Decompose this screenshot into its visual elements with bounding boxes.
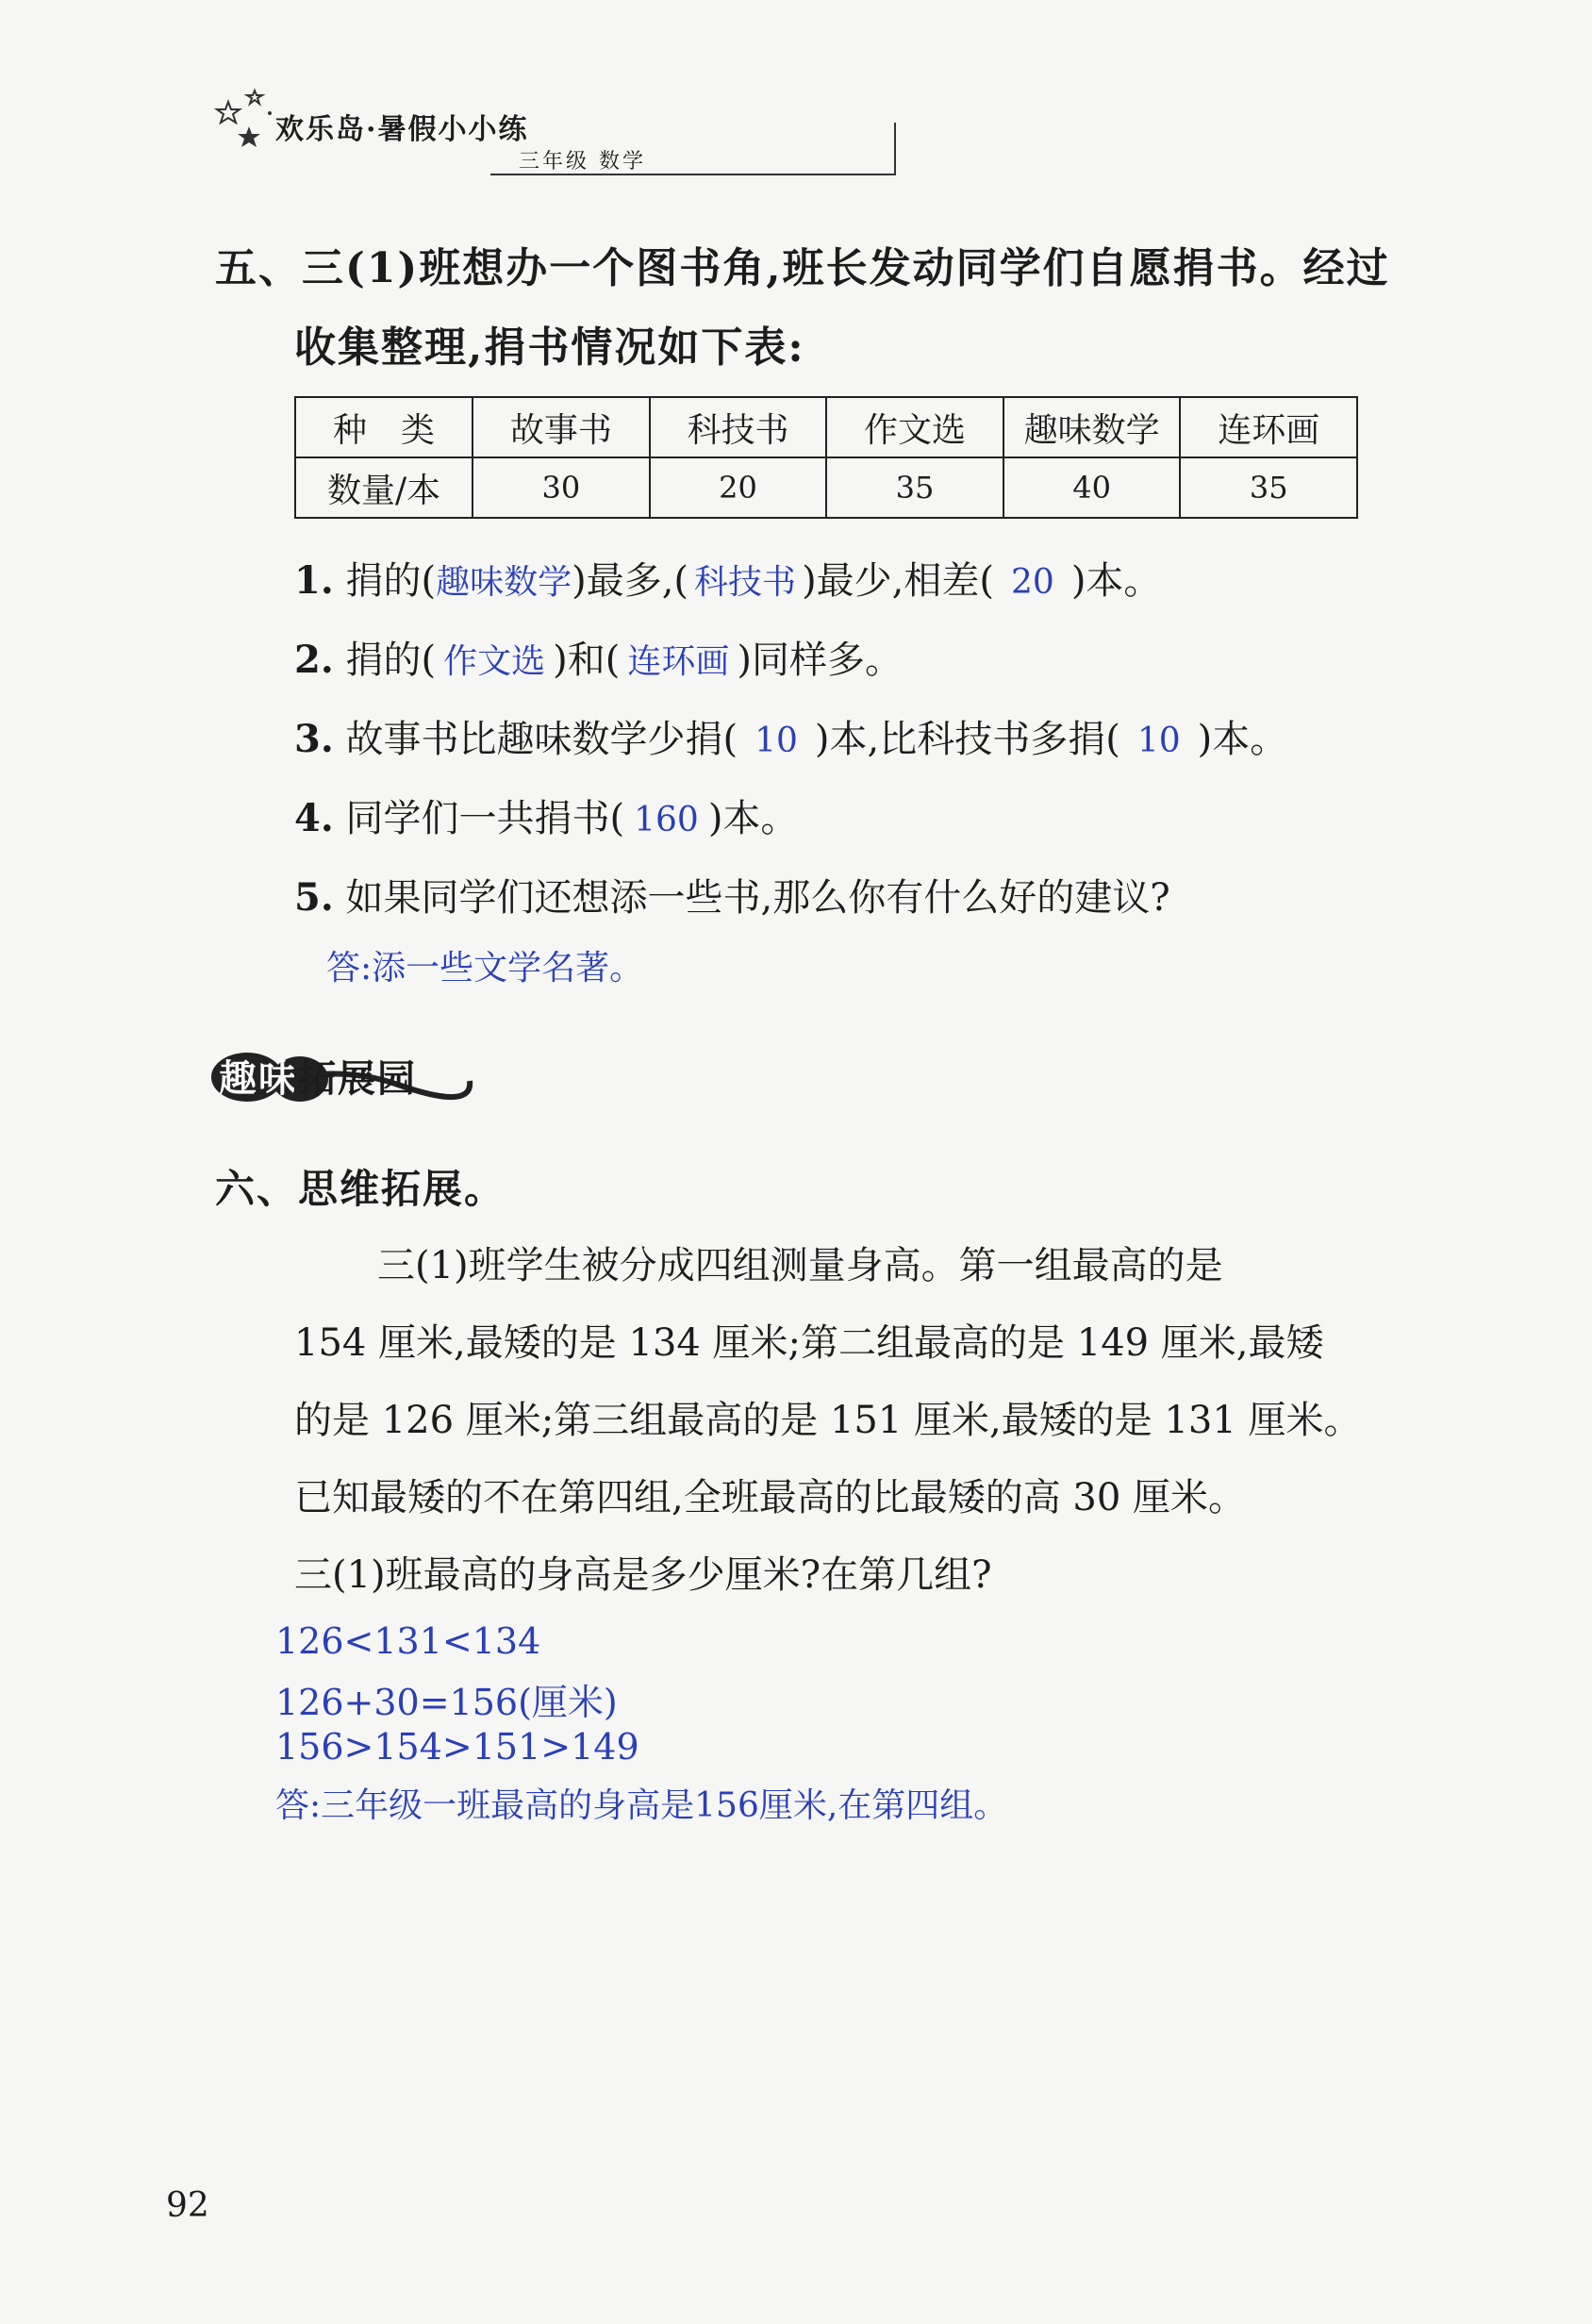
section6-para-line: 154 厘米,最矮的是 134 厘米;第二组最高的是 149 厘米,最矮 xyxy=(294,1321,1324,1365)
section6-para-line: 的是 126 厘米;第三组最高的是 151 厘米,最矮的是 131 厘米。 xyxy=(294,1399,1362,1442)
table-row xyxy=(295,457,1357,518)
solution-answer: 答:三年级一班最高的身高是156厘米,在第四组。 xyxy=(275,1786,1008,1825)
answer-fill: 作文选 xyxy=(443,642,546,681)
section5-heading-line2: 收集整理,捐书情况如下表: xyxy=(294,324,805,372)
question-text: 故事书比趣味数学少捐( xyxy=(345,718,738,761)
question-text: )同样多。 xyxy=(737,639,903,682)
question-5 xyxy=(294,868,1170,921)
table-header-cell: 故事书 xyxy=(473,397,650,457)
answer-fill: 10 xyxy=(755,722,798,760)
question-text: 捐的( xyxy=(345,559,437,603)
table-cell: 20 xyxy=(650,457,827,518)
question-number: 2. xyxy=(294,638,334,682)
section5-heading-line1: 五、三(1)班想办一个图书角,班长发动同学们自愿捐书。经过 xyxy=(215,244,1390,292)
table-cell: 35 xyxy=(826,457,1003,518)
solution-line: 126<131<134 xyxy=(275,1620,541,1662)
header-vertical-rule xyxy=(894,123,896,175)
table-header-cell: 趣味数学 xyxy=(1003,397,1181,457)
question-text: )本,比科技书多捐( xyxy=(814,718,1120,761)
question-text: )本。 xyxy=(1070,559,1162,603)
question-1 xyxy=(294,551,1161,605)
table-header-cell: 连环画 xyxy=(1180,397,1357,457)
page-number: 92 xyxy=(166,2186,209,2225)
table-header-cell: 种 类 xyxy=(295,397,473,457)
donation-table xyxy=(294,396,1358,519)
answer-fill: 科技书 xyxy=(694,563,797,602)
table-cell: 数量/本 xyxy=(295,457,473,518)
question-text: )本。 xyxy=(707,797,799,840)
table-row xyxy=(295,397,1357,457)
table-cell: 30 xyxy=(473,457,650,518)
question-text: )和( xyxy=(553,639,621,682)
section6-heading: 六、思维拓展。 xyxy=(215,1166,506,1212)
solution-line: 126+30=156(厘米) xyxy=(275,1682,618,1723)
answer-fill: 20 xyxy=(1011,563,1054,602)
table-header-cell: 科技书 xyxy=(650,397,827,457)
question-4 xyxy=(294,788,798,842)
section6-para-line: 三(1)班最高的身高是多少厘米?在第几组? xyxy=(294,1553,992,1597)
banner-title xyxy=(219,1049,483,1103)
page-header xyxy=(207,77,698,181)
table-cell: 40 xyxy=(1003,457,1181,518)
answer-fill: 160 xyxy=(634,801,699,839)
question-text: )最多,( xyxy=(572,559,689,603)
section6-para-line: 三(1)班学生被分成四组测量身高。第一组最高的是 xyxy=(377,1244,1223,1287)
question-text: 同学们一共捐书( xyxy=(345,797,625,840)
answer-fill: 10 xyxy=(1136,722,1181,760)
solution-line: 156>154>151>149 xyxy=(275,1726,639,1768)
question-number: 1. xyxy=(294,558,334,603)
question-5-answer: 答:添一些文学名著。 xyxy=(326,949,644,988)
question-text: )最少,相差( xyxy=(802,559,994,603)
question-3 xyxy=(294,709,1287,763)
question-text: 捐的( xyxy=(345,639,437,682)
answer-fill: 趣味数学 xyxy=(436,563,572,602)
header-subtitle: 三年级 数学 xyxy=(519,150,646,174)
section6-para-line: 已知最矮的不在第四组,全班最高的比最矮的高 30 厘米。 xyxy=(294,1476,1247,1519)
header-rule xyxy=(490,174,894,175)
answer-fill: 连环画 xyxy=(627,642,730,681)
question-number: 5. xyxy=(294,875,334,920)
table-header-cell: 作文选 xyxy=(826,397,1003,457)
question-2 xyxy=(294,630,903,684)
table-cell: 35 xyxy=(1180,457,1357,518)
header-title: 欢乐岛·暑假小小练 xyxy=(275,113,529,146)
question-text: )本。 xyxy=(1197,718,1288,761)
banner-text: 趣味拓展园 xyxy=(219,1056,417,1101)
question-text: 如果同学们还想添一些书,那么你有什么好的建议? xyxy=(345,876,1170,920)
question-number: 3. xyxy=(294,717,334,761)
question-number: 4. xyxy=(294,796,334,840)
